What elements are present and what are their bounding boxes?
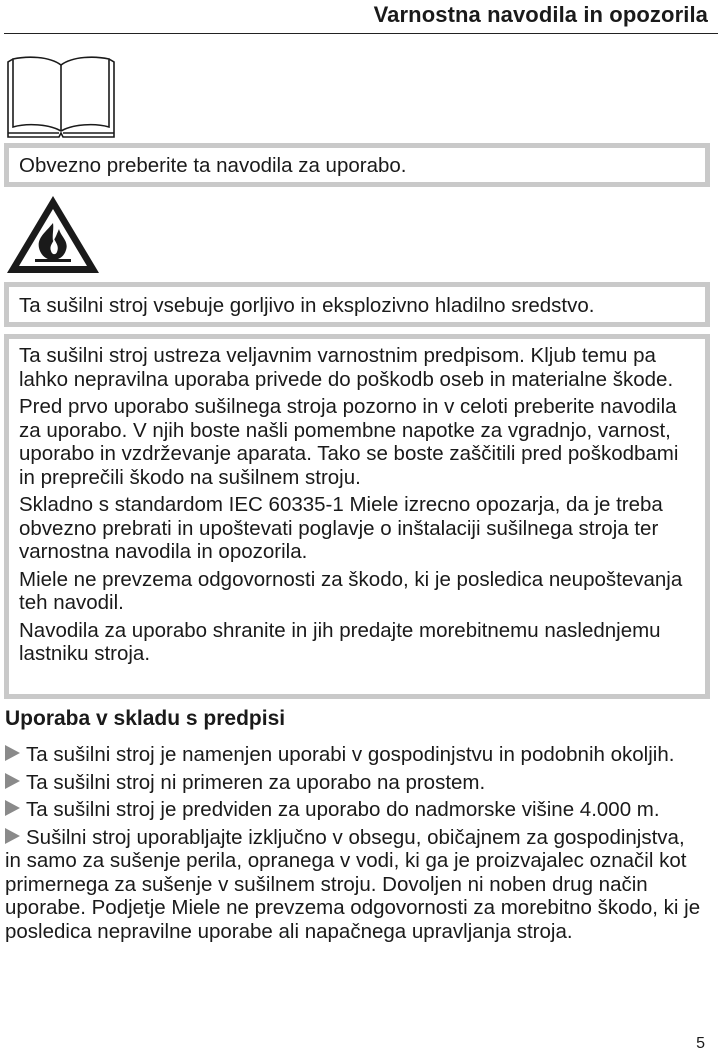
list-item <box>5 826 705 944</box>
intro-paragraph: Miele ne prevzema odgovornosti za škodo, ki je posledica neupoštevanja teh navodil. <box>19 567 683 614</box>
list-item-text: Ta sušilni stroj ni primeren za uporabo na prostem. <box>26 770 486 794</box>
intro-safety-box <box>4 334 710 699</box>
intro-paragraph: Ta sušilni stroj ustreza veljavnim varnostnim predpisom. Kljub temu pa lahko nepravilna uporaba privede do poškodb oseb in materialne škode. <box>19 344 674 391</box>
page-header-title: Varnostna navodila in opozorila <box>373 2 708 27</box>
intro-paragraph: Navodila za uporabo shranite in jih predajte morebitnemu naslednjemu lastniku stroja. <box>19 618 661 665</box>
flammable-refrigerant-notice: Ta sušilni stroj vsebuje gorljivo in eksplozivno hladilno sredstvo. <box>4 282 710 327</box>
list-item <box>5 771 705 795</box>
list-item-text: Sušilni stroj uporabljajte izključno v obsegu, običajnem za gospodinjstva, in samo za sušenje perila, opranega v vodi, ki ga je proizvajalec označil kot primernega za sušenje v sušilnem stroju. Dovoljen ni noben drug način uporabe. Podjetje Miele ne prevzema odgovornosti za morebitno škodo, ki je posledica nepravilne uporabe ali napačnega upravljanja stroja. <box>5 825 701 943</box>
section-heading: Uporaba v skladu s predpisi <box>5 707 286 730</box>
bullet-triangle-icon <box>5 800 20 816</box>
flammable-warning-icon <box>5 193 101 276</box>
bullet-triangle-icon <box>5 773 20 789</box>
open-book-icon <box>5 53 117 139</box>
bullet-triangle-icon <box>5 745 20 761</box>
list-item-text: Ta sušilni stroj je namenjen uporabi v gospodinjstvu in podobnih okoljih. <box>26 743 675 766</box>
page-number: 5 <box>696 1035 705 1052</box>
bullet-triangle-icon <box>5 828 20 844</box>
intended-use-list <box>5 743 705 947</box>
list-item-text: Ta sušilni stroj je predviden za uporabo do nadmorske višine 4.000 m. <box>26 798 660 821</box>
header-divider <box>4 33 718 34</box>
intro-paragraph: Skladno s standardom IEC 60335-1 Miele izrecno opozarja, da je treba obvezno prebrati in upoštevati poglavje o inštalaciji sušilnega stroja ter varnostna navodila in opozorila. <box>19 493 663 563</box>
list-item <box>5 743 705 767</box>
read-manual-notice: Obvezno preberite ta navodila za uporabo. <box>4 143 710 187</box>
list-item <box>5 798 705 822</box>
intro-paragraph: Pred prvo uporabo sušilnega stroja pozorno in v celoti preberite navodila za uporabo. V njih boste našli pomembne napotke za vgradnjo, varnost, uporabo in vzdrževanje aparata. Tako se boste zaščitili pred poškodbami in preprečili škodo na sušilnem stroju. <box>19 395 679 489</box>
